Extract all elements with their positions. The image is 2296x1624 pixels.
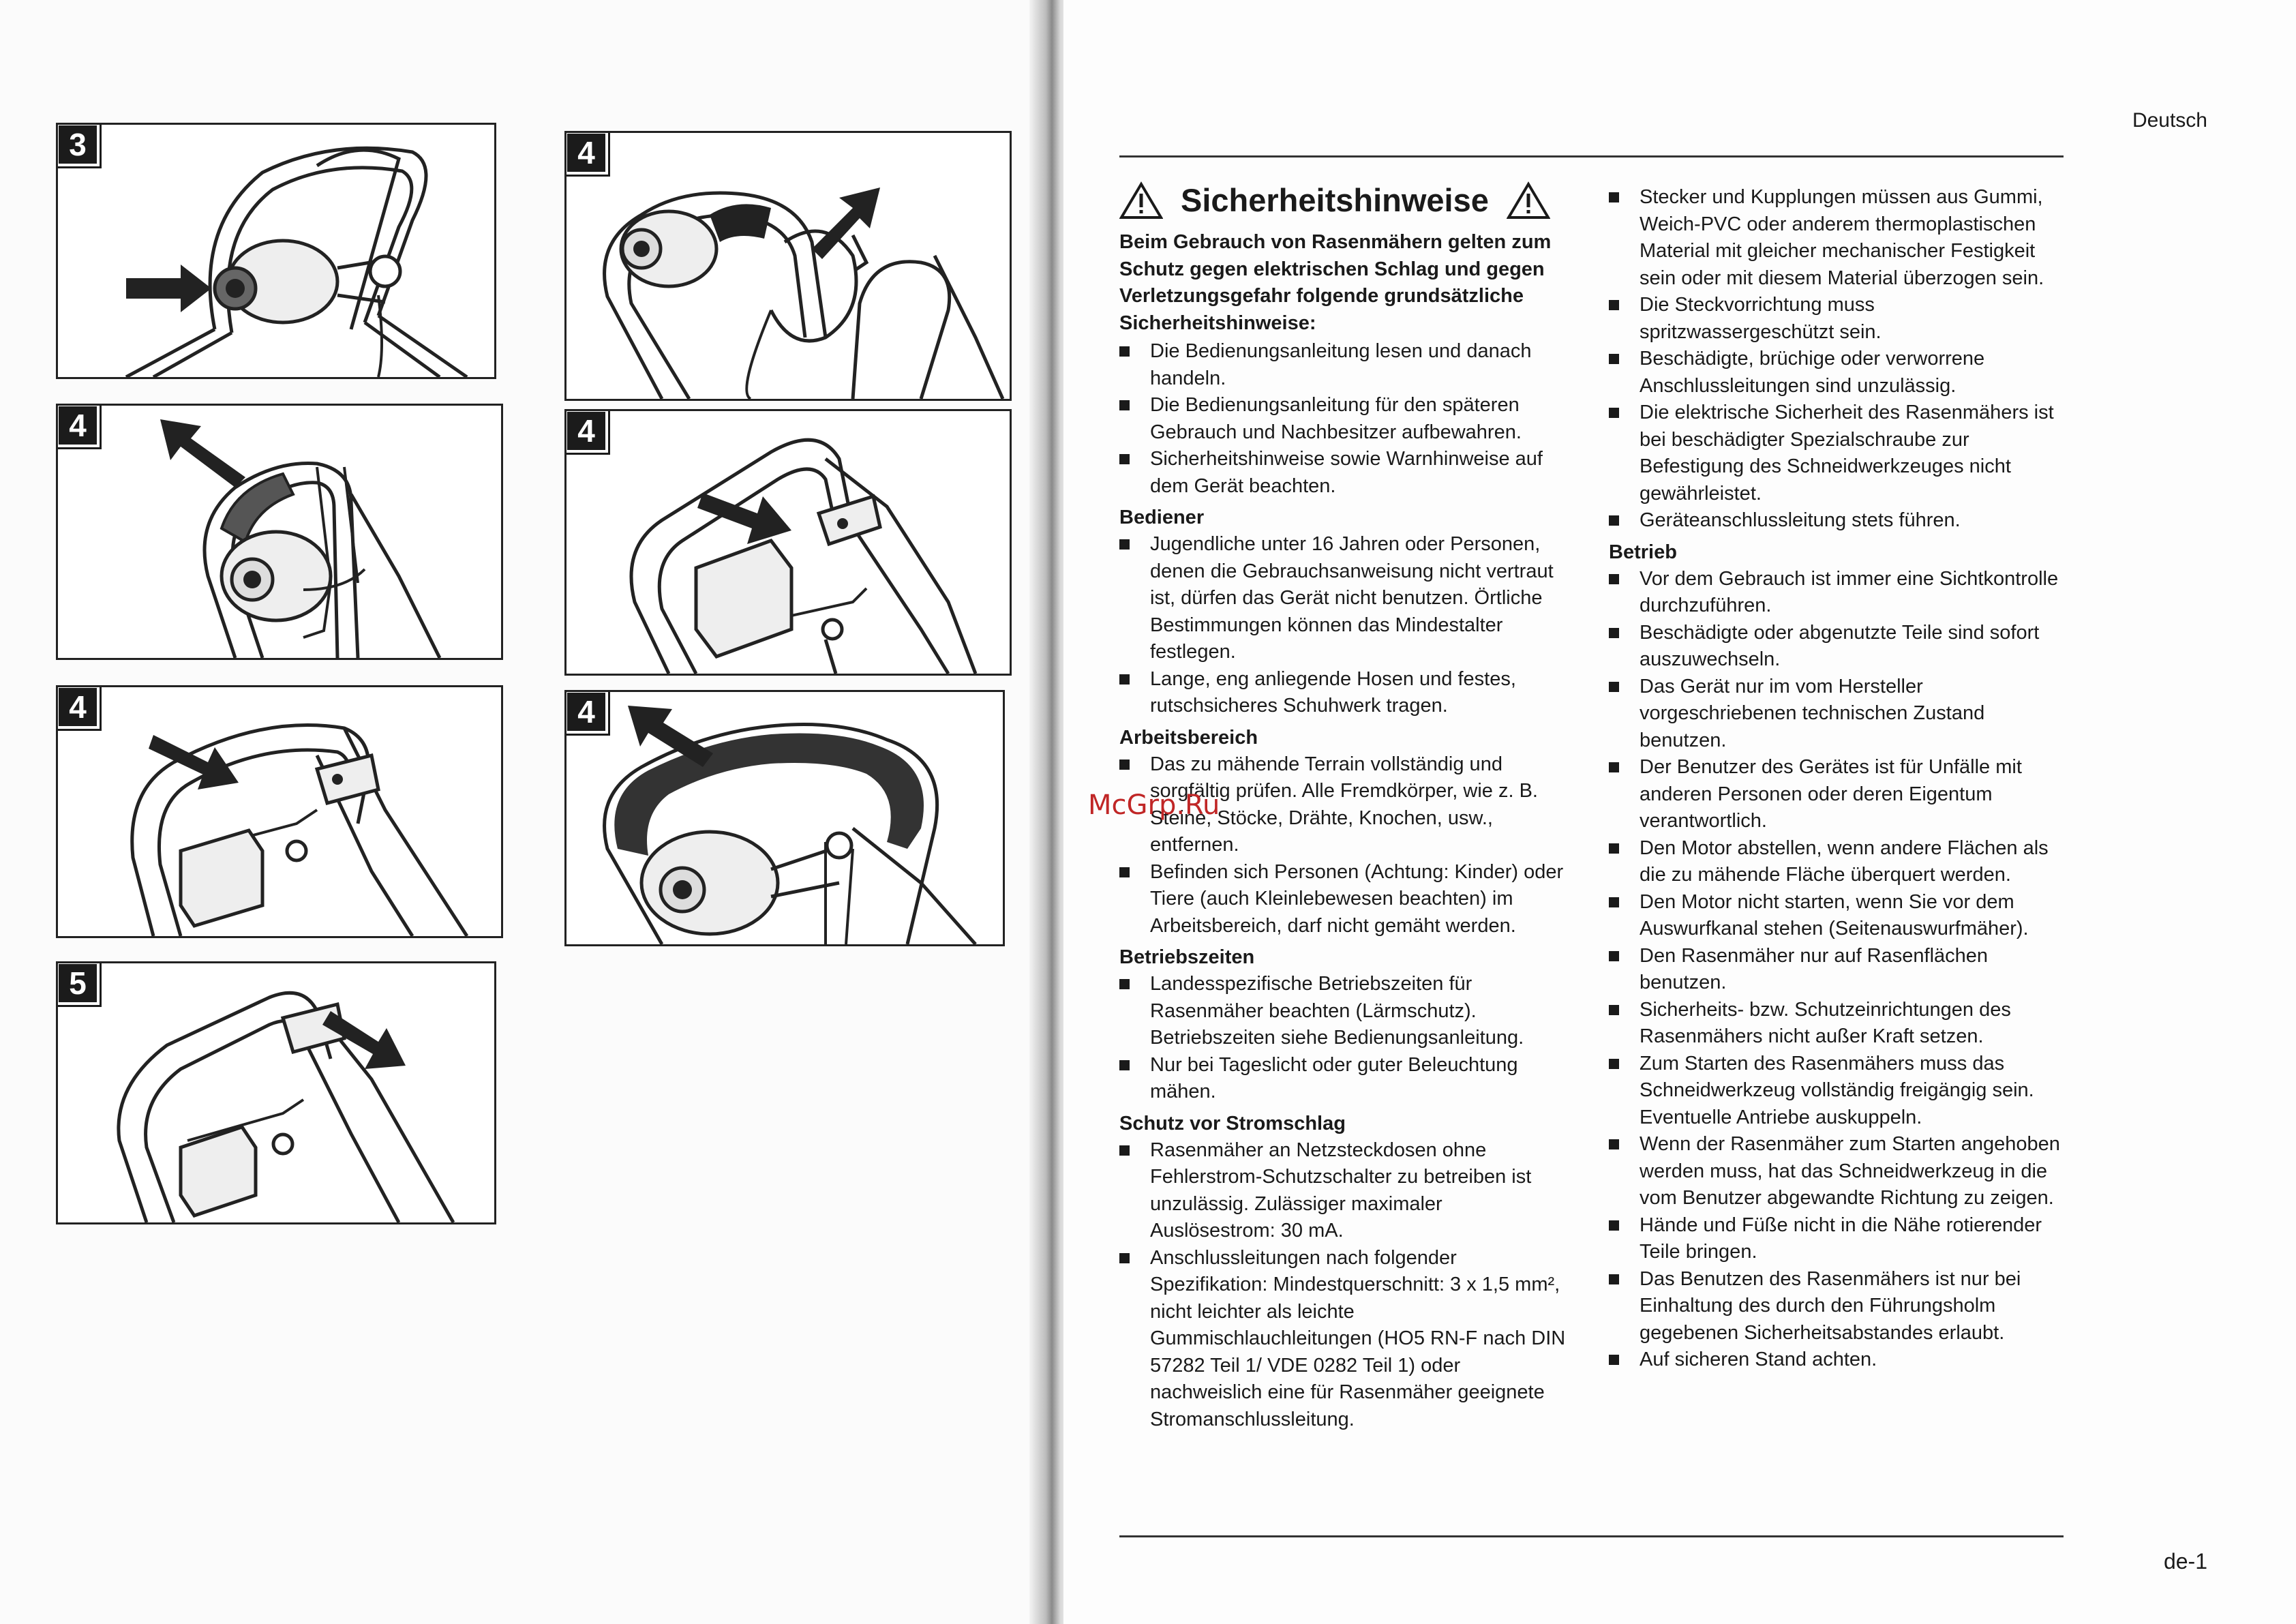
list-item: Vor dem Gebrauch ist immer eine Sichtkontrolle durchzuführen. (1609, 566, 2072, 620)
step-badge: 5 (56, 961, 100, 1005)
warning-icon (1507, 181, 1550, 220)
list-item: Die Bedienungsanleitung lesen und danach handeln. (1119, 338, 1569, 392)
header-rule (1119, 155, 2064, 157)
arbeitsbereich-list (1119, 751, 1569, 940)
step-badge: 4 (564, 409, 608, 453)
list-item: Die elektrische Sicherheit des Rasenmähers ist bei beschädigter Spezialschraube zur Befestigung des Schneidwerkzeuges nicht gewährleistet. (1609, 400, 2072, 507)
figure-illustration (567, 411, 1010, 674)
list-item: Hände und Füße nicht in die Nähe rotierender Teile bringen. (1609, 1212, 2072, 1266)
betrieb-list (1609, 566, 2072, 1374)
figure-step-4c (564, 409, 1012, 676)
schutz-continued-list (1609, 184, 2072, 535)
footer-rule (1119, 1535, 2064, 1537)
list-item: Landesspezifische Betriebszeiten für Rasenmäher beachten (Lärmschutz). Betriebszeiten siehe Bedienungsanleitung. (1119, 971, 1569, 1052)
list-item: Den Motor abstellen, wenn andere Flächen als die zu mähende Fläche überquert werden. (1609, 835, 2072, 889)
step-badge: 4 (564, 131, 608, 175)
list-item: Anschlussleitungen nach folgender Spezifikation: Mindestquerschnitt: 3 x 1,5 mm², nicht leichter als leichte Gummischlauchleitungen (HO5 RN-F nach DIN 57282 Teil 1/ VDE 0282 Teil 1) oder nachweislich eine für Rasenmäher geeignete Stromanschlussleitung. (1119, 1245, 1569, 1434)
figure-illustration (567, 692, 1003, 944)
betriebszeiten-list (1119, 971, 1569, 1106)
list-item: Der Benutzer des Gerätes ist für Unfälle mit anderen Personen oder deren Eigentum verantwortlich. (1609, 754, 2072, 835)
arrow-right-icon (126, 265, 211, 312)
list-item: Die Steckvorrichtung muss spritzwassergeschützt sein. (1609, 292, 2072, 346)
step-badge: 4 (564, 690, 608, 734)
intro-text: Beim Gebrauch von Rasenmähern gelten zum Schutz gegen elektrischen Schlag und gegen Verletzungsgefahr folgende grundsätzliche Sicherheitshinweise: (1119, 231, 1552, 334)
heading-betrieb: Betrieb (1609, 541, 1677, 563)
list-item: Stecker und Kupplungen müssen aus Gummi, Weich-PVC oder anderem thermoplastischen Material mit gleicher mechanischer Festigkeit sein oder mit diesem Material überzogen sein. (1609, 184, 2072, 292)
list-item: Die Bedienungsanleitung für den späteren Gebrauch und Nachbesitzer aufbewahren. (1119, 392, 1569, 446)
figure-step-4a (564, 131, 1012, 401)
figure-illustration (58, 963, 494, 1222)
list-item: Geräteanschlussleitung stets führen. (1609, 507, 2072, 535)
step-badge: 4 (56, 685, 100, 729)
watermark: McGrp.Ru (1088, 790, 1220, 821)
left-page (0, 0, 1050, 1624)
list-item: Wenn der Rasenmäher zum Starten angehoben werden muss, hat das Schneidwerkzeug in die vom Benutzer abgewandte Richtung zu zeigen. (1609, 1131, 2072, 1212)
title-text: Sicherheitshinweise (1181, 182, 1489, 219)
list-item: Beschädigte, brüchige oder verworrene Anschlussleitungen sind unzulässig. (1609, 346, 2072, 400)
heading-arbeitsbereich: Arbeitsbereich (1119, 726, 1258, 749)
heading-betriebszeiten: Betriebszeiten (1119, 946, 1255, 968)
schutz-list (1119, 1137, 1569, 1434)
list-item: Lange, eng anliegende Hosen und festes, rutschsicheres Schuhwerk tragen. (1119, 666, 1569, 720)
step-badge: 4 (56, 404, 100, 447)
figure-step-5 (56, 961, 496, 1224)
figure-illustration (58, 125, 494, 377)
list-item: Das Gerät nur im vom Hersteller vorgeschriebenen technischen Zustand benutzen. (1609, 674, 2072, 755)
language-label: Deutsch (2132, 109, 2207, 132)
heading-schutz: Schutz vor Stromschlag (1119, 1112, 1346, 1134)
list-item: Das zu mähende Terrain vollständig und sorgfältig prüfen. Alle Fremdkörper, wie z. B. Steine, Stöcke, Drähte, Knochen, usw., entfernen. (1119, 751, 1569, 859)
figure-step-4d (56, 685, 503, 938)
figure-step-4e (564, 690, 1005, 946)
bediener-list (1119, 531, 1569, 720)
arrow-up-left-icon (160, 419, 245, 487)
list-item: Nur bei Tageslicht oder guter Beleuchtung mähen. (1119, 1052, 1569, 1106)
list-item: Sicherheitshinweise sowie Warnhinweise auf dem Gerät beachten. (1119, 446, 1569, 500)
list-item: Den Rasenmäher nur auf Rasenflächen benutzen. (1609, 943, 2072, 997)
list-item: Sicherheits- bzw. Schutzeinrichtungen des Rasenmähers nicht außer Kraft setzen. (1609, 997, 2072, 1051)
figure-step-3 (56, 123, 496, 379)
intro-list (1119, 338, 1569, 500)
list-item: Rasenmäher an Netzsteckdosen ohne Fehlerstrom-Schutzschalter zu betreiben ist unzulässig. Zulässiger maximaler Auslösestrom: 30 mA. (1119, 1137, 1569, 1245)
list-item: Befinden sich Personen (Achtung: Kinder) oder Tiere (auch Kleinlebewesen beachten) im Arbeitsbereich, darf nicht gemäht werden. (1119, 859, 1569, 940)
section-title (1119, 181, 1569, 220)
text-column-right (1609, 184, 2072, 1374)
figure-illustration (567, 133, 1010, 399)
heading-bediener: Bediener (1119, 507, 1205, 528)
figure-illustration (58, 687, 501, 936)
figure-illustration (58, 406, 501, 658)
list-item: Den Motor nicht starten, wenn Sie vor dem Auswurfkanal stehen (Seitenauswurfmäher). (1609, 889, 2072, 943)
figure-step-4b (56, 404, 503, 660)
list-item: Das Benutzen des Rasenmähers ist nur bei Einhaltung des durch den Führungsholm gegebenen Sicherheitsabstandes erlaubt. (1609, 1266, 2072, 1347)
warning-icon (1119, 181, 1163, 220)
list-item: Beschädigte oder abgenutzte Teile sind sofort auszuwechseln. (1609, 620, 2072, 674)
list-item: Jugendliche unter 16 Jahren oder Personen, denen die Gebrauchsanweisung nicht vertraut ist, dürfen das Gerät nicht benutzen. Örtliche Bestimmungen können das Mindestalter festlegen. (1119, 531, 1569, 666)
page-number: de-1 (2163, 1549, 2207, 1574)
step-badge: 3 (56, 123, 100, 166)
list-item: Zum Starten des Rasenmähers muss das Schneidwerkzeug vollständig freigängig sein. Eventuelle Antriebe auskuppeln. (1609, 1051, 2072, 1132)
list-item: Auf sicheren Stand achten. (1609, 1347, 2072, 1374)
arrow-up-left-icon (628, 706, 713, 767)
